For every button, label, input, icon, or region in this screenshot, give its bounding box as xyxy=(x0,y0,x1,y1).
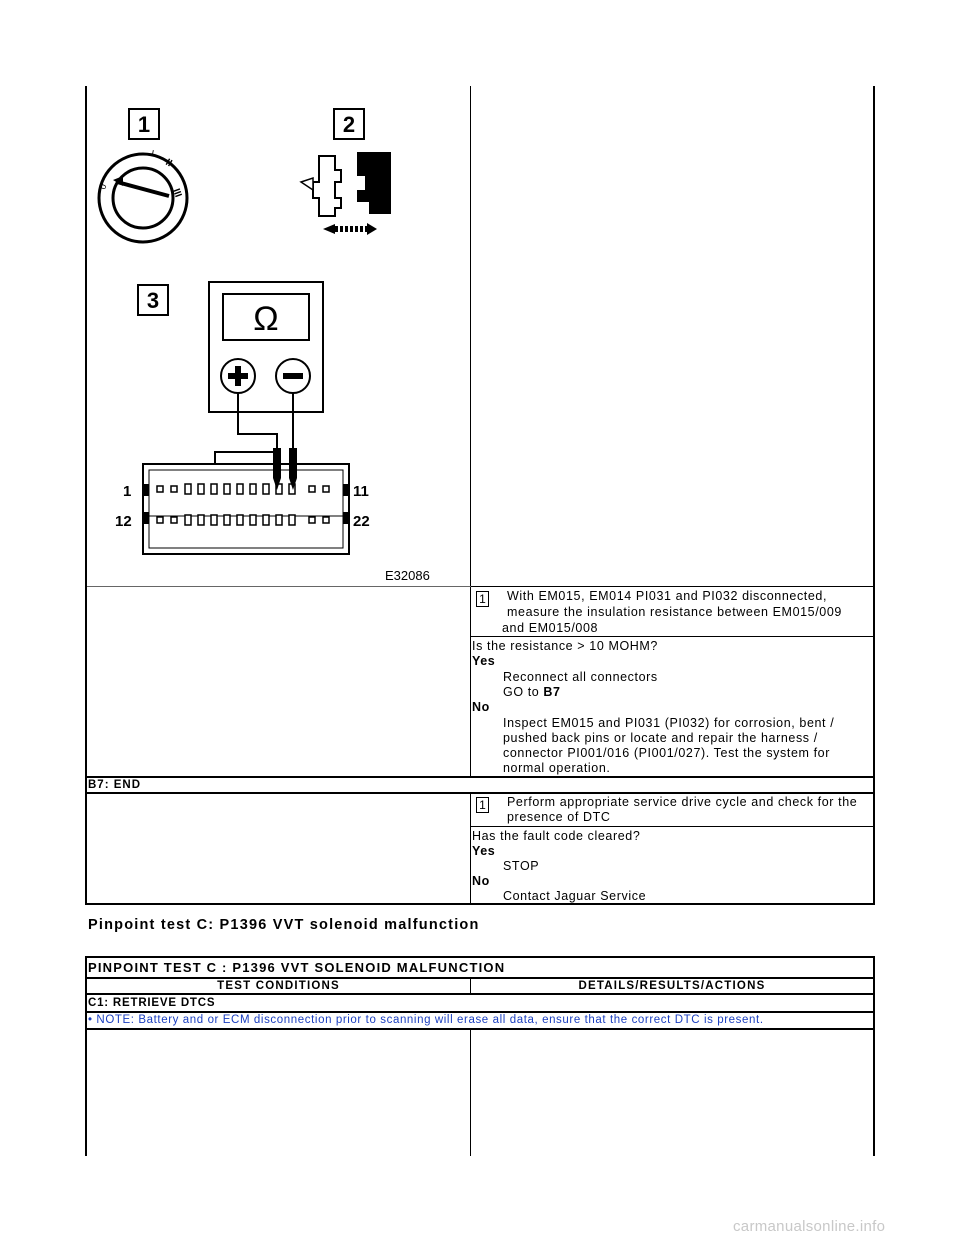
connector-22pin-icon xyxy=(143,448,349,554)
connector-diagram-figure xyxy=(87,86,470,586)
no-label: No xyxy=(472,874,490,888)
svg-text:Ω: Ω xyxy=(253,300,279,338)
no-action-line4: normal operation. xyxy=(503,761,611,775)
note-text: • NOTE: Battery and or ECM disconnection prior to scanning will erase all data, ensure that the correct DTC is present. xyxy=(88,1014,764,1026)
no-action-line3: connector PI001/016 (PI001/027). Test the system for xyxy=(503,746,830,760)
yes-label: Yes xyxy=(472,654,496,668)
figure-code: E32086 xyxy=(385,568,430,583)
c1-section-header: C1: RETRIEVE DTCS xyxy=(88,997,216,1009)
svg-text:II: II xyxy=(163,157,174,170)
connector-disconnect-icon xyxy=(301,152,391,235)
step-number-box: 1 xyxy=(476,591,489,607)
callout-3: 3 xyxy=(146,288,160,313)
no-action-line2: pushed back pins or locate and repair the harness / xyxy=(503,731,818,745)
callout-2: 2 xyxy=(342,112,356,137)
table-title: PINPOINT TEST C : P1396 VVT SOLENOID MALFUNCTION xyxy=(88,960,506,975)
column-header-test-conditions: TEST CONDITIONS xyxy=(217,980,340,992)
pin-label-12: 12 xyxy=(115,513,132,530)
yes-label: Yes xyxy=(472,844,496,858)
goto-line: GO to B7 xyxy=(503,685,561,699)
yes-action: Reconnect all connectors xyxy=(503,670,658,684)
question2-text: Has the fault code cleared? xyxy=(472,829,641,843)
no-action-line1: Inspect EM015 and PI031 (PI032) for corrosion, bent / xyxy=(503,716,835,730)
svg-text:I: I xyxy=(150,148,155,159)
column-header-details: DETAILS/RESULTS/ACTIONS xyxy=(578,980,766,992)
pin-label-22: 22 xyxy=(353,513,370,530)
question1-text: Is the resistance > 10 MOHM? xyxy=(472,639,658,653)
step-number-box: 1 xyxy=(476,797,489,813)
svg-text:III: III xyxy=(170,187,184,199)
no-action: Contact Jaguar Service xyxy=(503,889,647,903)
yes-action: STOP xyxy=(503,859,540,873)
b7-section-header: B7: END xyxy=(88,779,142,791)
svg-text:0: 0 xyxy=(97,182,109,191)
pin-label-1: 1 xyxy=(123,483,132,500)
step2-line2: presence of DTC xyxy=(507,810,611,824)
step2-line1: Perform appropriate service drive cycle and check for the xyxy=(507,795,858,809)
step1-line3: and EM015/008 xyxy=(502,621,599,635)
goto-link-b7[interactable]: B7 xyxy=(543,685,561,699)
section-title: Pinpoint test C: P1396 VVT solenoid malfunction xyxy=(88,917,480,933)
step1-line2: measure the insulation resistance between EM015/009 xyxy=(507,605,842,619)
multimeter-icon xyxy=(209,282,323,466)
pin-label-11: 11 xyxy=(353,483,369,500)
step1-line1: With EM015, EM014 PI031 and PI032 disconnected, xyxy=(507,589,828,603)
no-label: No xyxy=(472,700,490,714)
callout-1: 1 xyxy=(137,112,151,137)
watermark: carmanualsonline.info xyxy=(733,1218,886,1235)
